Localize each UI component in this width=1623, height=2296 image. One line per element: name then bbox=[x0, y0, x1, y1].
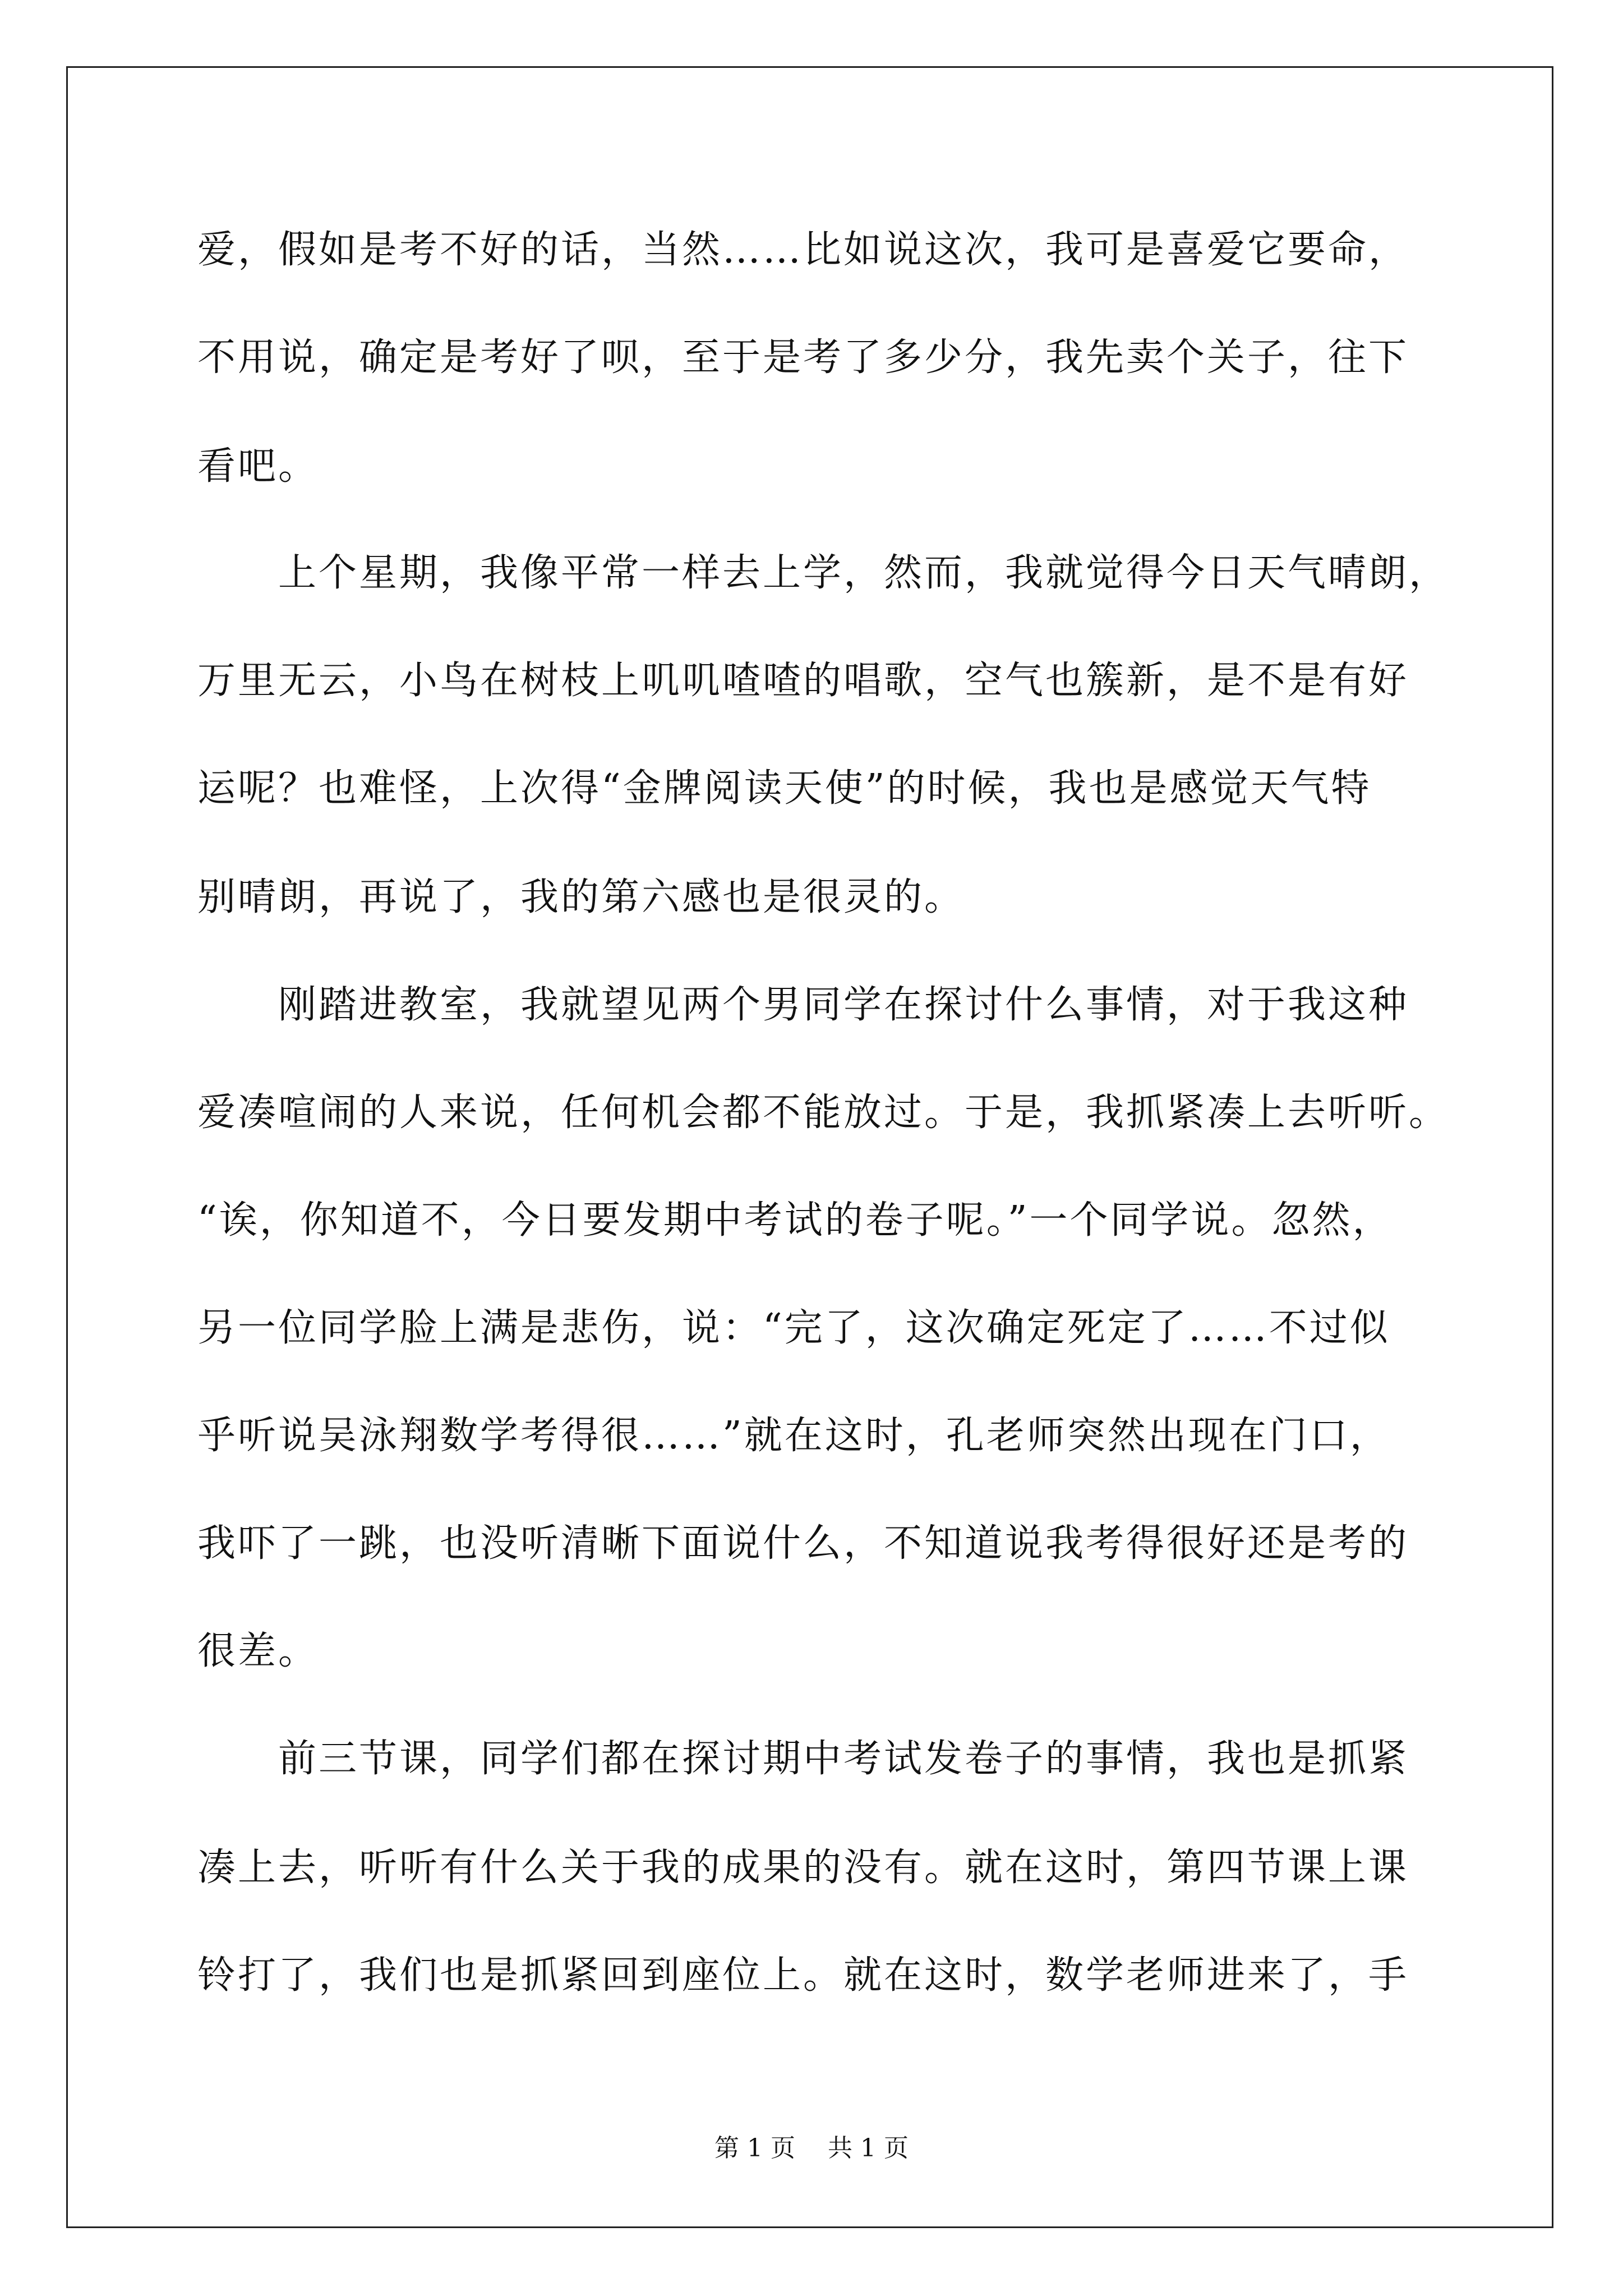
text-line-11: 另一位同学脸上满是悲伤，说：“完了，这次确定死定了……不过似 bbox=[197, 1306, 1390, 1350]
text-line-7: 别晴朗，再说了，我的第六感也是很灵的。 bbox=[197, 875, 965, 919]
text-line-12: 乎听说吴泳翔数学考得很……”就在这时，孔老师突然出现在门口， bbox=[197, 1414, 1390, 1458]
text-line-13: 我吓了一跳，也没听清晰下面说什么，不知道说我考得很好还是考的 bbox=[197, 1521, 1409, 1566]
text-line-16: 凑上去，听听有什么关于我的成果的没有。就在这时，第四节课上课 bbox=[197, 1846, 1409, 1890]
text-line-1: 爱，假如是考不好的话，当然……比如说这次，我可是喜爱它要命， bbox=[197, 228, 1409, 272]
text-line-2: 不用说，确定是考好了呗，至于是考了多少分，我先卖个关子，往下 bbox=[197, 335, 1409, 380]
text-line-9: 爱凑喧闹的人来说，任何机会都不能放过。于是，我抓紧凑上去听听。 bbox=[197, 1091, 1450, 1135]
text-line-17: 铃打了，我们也是抓紧回到座位上。就在这时，数学老师进来了，手 bbox=[197, 1953, 1409, 1998]
text-line-14: 很差。 bbox=[197, 1629, 319, 1673]
text-line-8: 刚踏进教室，我就望见两个男同学在探讨什么事情，对于我这种 bbox=[197, 983, 1409, 1027]
text-line-6: 运呢？也难怪，上次得“金牌阅读天使”的时候，我也是感觉天气特 bbox=[197, 766, 1372, 811]
text-line-15: 前三节课，同学们都在探讨期中考试发卷子的事情，我也是抓紧 bbox=[197, 1737, 1409, 1781]
page-frame bbox=[66, 66, 1553, 2228]
page-footer: 第 1 页 共 1 页 bbox=[714, 2134, 909, 2162]
text-line-3: 看吧。 bbox=[197, 444, 319, 489]
text-line-10: “诶，你知道不，今日要发期中考试的卷子呢。”一个同学说。忽然， bbox=[197, 1198, 1393, 1243]
text-line-4: 上个星期，我像平常一样去上学，然而，我就觉得今日天气晴朗， bbox=[197, 551, 1450, 595]
text-line-5: 万里无云，小鸟在树枝上叽叽喳喳的唱歌，空气也簇新，是不是有好 bbox=[197, 659, 1409, 703]
